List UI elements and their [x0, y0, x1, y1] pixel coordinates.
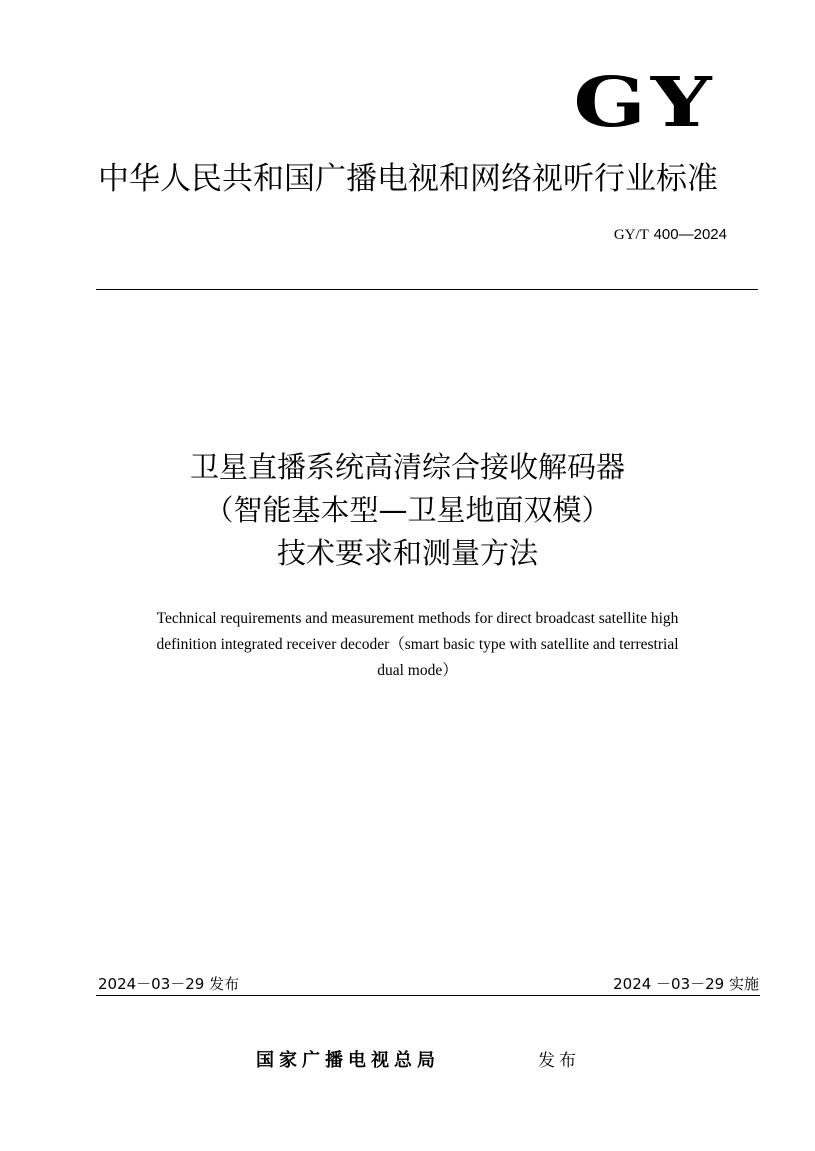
- bottom-divider: [96, 995, 760, 996]
- english-title-line-2: definition integrated receiver decoder（smart basic type with satellite and terrestrial: [156, 636, 679, 653]
- publish-label: 发布: [538, 1051, 580, 1071]
- implementation-date: 2024 －03－29 实施: [613, 975, 759, 993]
- english-title-line-3: dual mode）: [377, 662, 458, 679]
- gy-logo: GY: [573, 63, 717, 143]
- chinese-title: [60, 446, 755, 575]
- english-title-line-1: Technical requirements and measurement methods for direct broadcast satellite high: [156, 610, 679, 627]
- chinese-title-line-2: （智能基本型—卫星地面双模）: [204, 493, 611, 527]
- top-divider: [96, 289, 758, 290]
- english-title: [80, 606, 755, 684]
- publisher-name: 国家广播电视总局: [256, 1050, 440, 1071]
- chinese-title-line-3: 技术要求和测量方法: [276, 536, 538, 570]
- organization-title: 中华人民共和国广播电视和网络视听行业标准: [98, 161, 718, 197]
- standard-code: 400—2024: [653, 226, 727, 243]
- issue-date: 2024－03－29 发布: [98, 975, 240, 993]
- standard-prefix: GY/T: [613, 227, 649, 243]
- chinese-title-line-1: 卫星直播系统高清综合接收解码器: [189, 450, 625, 484]
- standard-number: [614, 224, 727, 245]
